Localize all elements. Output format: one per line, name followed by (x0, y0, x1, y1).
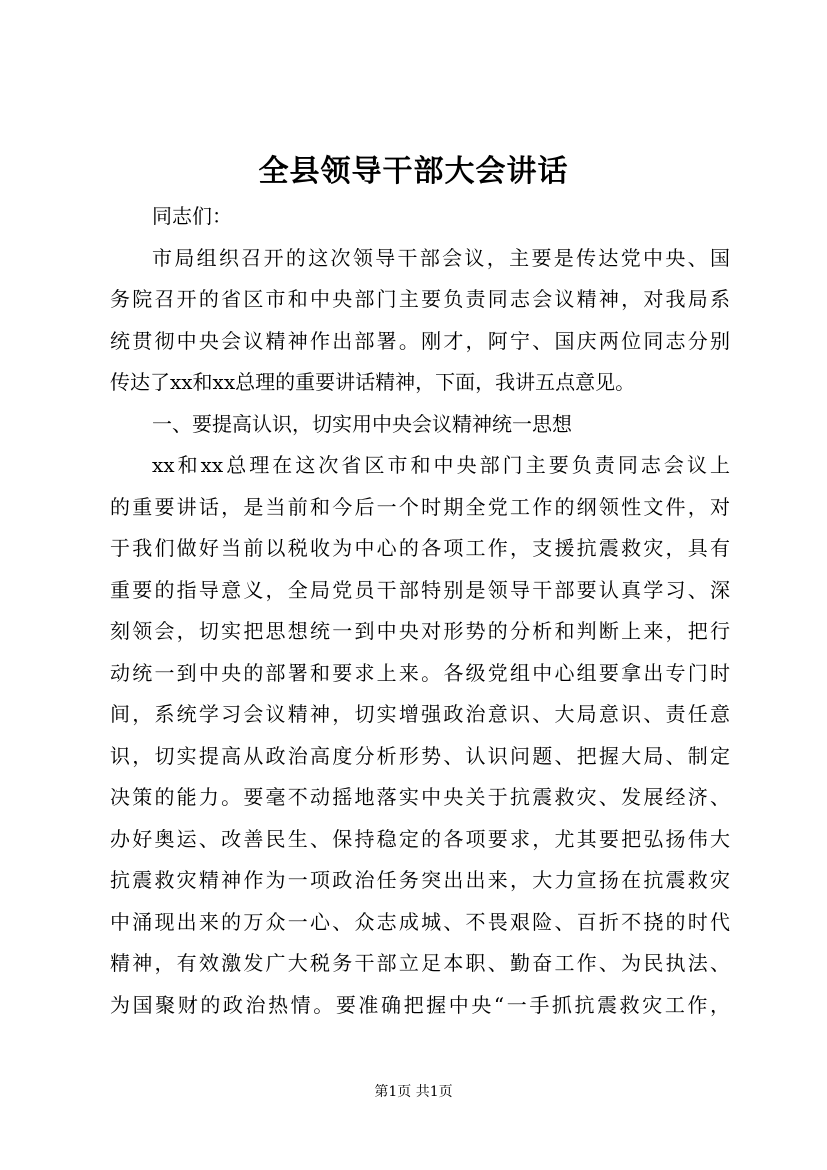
paragraph-line: 办好奥运、改善民生、保持稳定的各项要求，尤其要把弘扬伟大 (110, 826, 730, 851)
paragraph-line: 间，系统学习会议精神，切实增强政治意识、大局意识、责任意 (110, 702, 730, 726)
paragraph-line: 决策的能力。要毫不动摇地落实中央关于抗震救灾、发展经济、 (110, 785, 730, 809)
paragraph-line: 识，切实提高从政治高度分析形势、认识问题、把握大局、制定 (110, 743, 730, 768)
paragraph-line: 的重要讲话，是当前和今后一个时期全党工作的纲领性文件，对 (110, 494, 730, 519)
paragraph-line: 精神，有效激发广大税务干部立足本职、勤奋工作、为民执法、 (110, 951, 730, 975)
paragraph-line: 刻领会，切实把思想统一到中央对形势的分析和判断上来，把行 (110, 619, 730, 643)
paragraph-line: 为国聚财的政治热情。要准确把握中央“一手抓抗震救灾工作， (110, 992, 730, 1017)
paragraph-line: 传达了xx和xx总理的重要讲话精神，下面，我讲五点意见。 (110, 370, 636, 394)
paragraph-line: 中涌现出来的万众一心、众志成城、不畏艰险、百折不挠的时代 (110, 909, 730, 934)
paragraph-line: 动统一到中央的部署和要求上来。各级党组中心组要拿出专门时 (110, 660, 730, 685)
page-footer: 第1页 共1页 (374, 1084, 453, 1100)
document-title: 全县领导干部大会讲话 (258, 154, 569, 189)
paragraph-line: 重要的指导意义，全局党员干部特别是领导干部要认真学习、深 (110, 577, 730, 602)
paragraph-line: 于我们做好当前以税收为中心的各项工作，支援抗震救灾，具有 (110, 536, 730, 560)
salutation-line: 同志们： (152, 204, 232, 228)
section-heading: 一、要提高认识，切实用中央会议精神统一思想 (152, 411, 572, 436)
paragraph-line: 务院召开的省区市和中央部门主要负责同志会议精神，对我局系 (110, 287, 730, 311)
paragraph-line: xx和xx总理在这次省区市和中央部门主要负责同志会议上 (152, 453, 730, 477)
paragraph-line: 市局组织召开的这次领导干部会议，主要是传达党中央、国 (152, 245, 730, 270)
paragraph-line: 统贯彻中央会议精神作出部署。刚才，阿宁、国庆两位同志分别 (110, 328, 730, 353)
paragraph-line: 抗震救灾精神作为一项政治任务突出出来，大力宣扬在抗震救灾 (110, 868, 730, 892)
document-body (110, 196, 730, 1026)
